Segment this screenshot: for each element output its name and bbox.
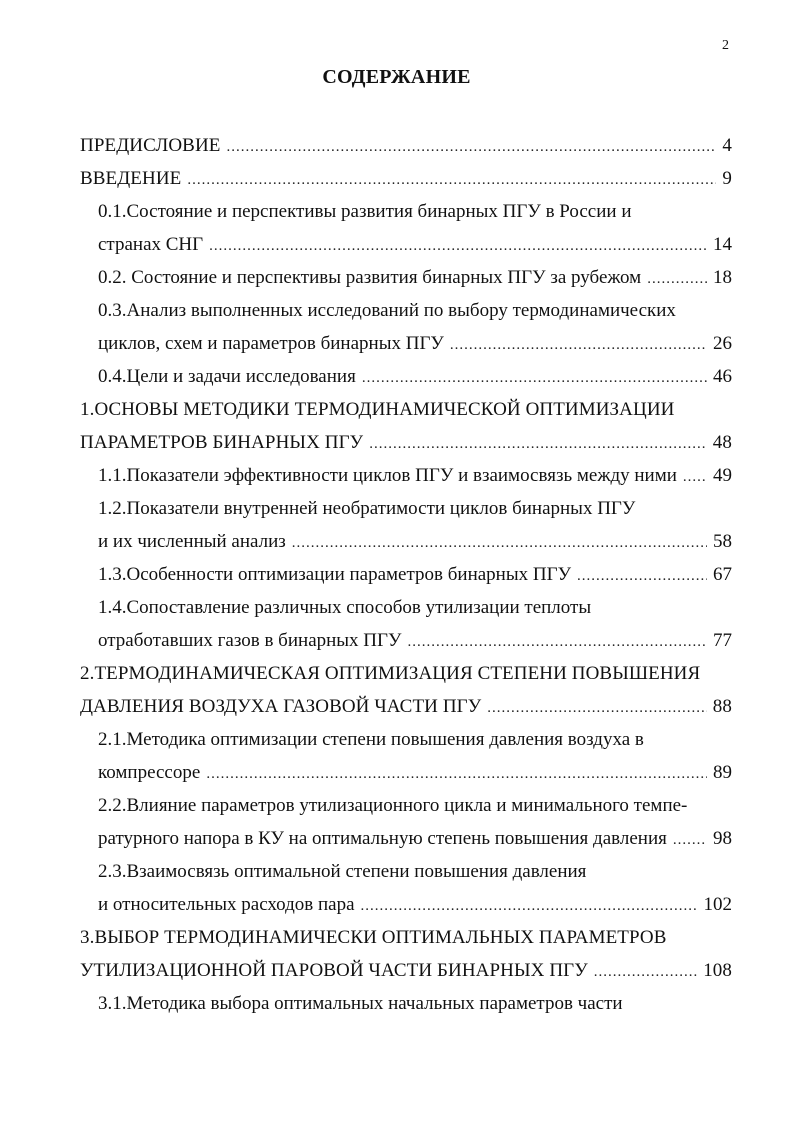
- toc-entry: 0.3.Анализ выполненных исследований по выбору термодинамических: [98, 300, 676, 321]
- toc-entry: ПРЕДИСЛОВИЕ ..... 4: [80, 134, 732, 158]
- leader-dots: [187, 168, 716, 192]
- toc-entry: ратурного напора в КУ на оптимальную степень повышения давления ..... 98: [98, 827, 732, 851]
- toc-entry: 1.4.Сопоставление различных способов утилизации теплоты: [98, 597, 592, 618]
- toc-entry: 1.3.Особенности оптимизации параметров бинарных ПГУ ..... 67: [98, 563, 732, 587]
- leader-dots: [292, 531, 707, 555]
- toc-entry: компрессоре ..... 89: [98, 761, 732, 785]
- page-title: СОДЕРЖАНИЕ: [322, 66, 471, 88]
- toc-entry: и их численный анализ ..... 58: [98, 530, 732, 554]
- toc-entry: 2.ТЕРМОДИНАМИЧЕСКАЯ ОПТИМИЗАЦИЯ СТЕПЕНИ ПОВЫШЕНИЯ: [80, 663, 701, 684]
- toc-entry: ДАВЛЕНИЯ ВОЗДУХА ГАЗОВОЙ ЧАСТИ ПГУ ..... 88: [80, 695, 732, 719]
- toc-entry: 2.2.Влияние параметров утилизационного цикла и минимального темпе-: [98, 795, 688, 816]
- toc-entry: 2.3.Взаимосвязь оптимальной степени повышения давления: [98, 861, 587, 882]
- toc-entry: и относительных расходов пара ..... 102: [98, 893, 732, 917]
- leader-dots: [487, 696, 707, 720]
- toc-entry: 0.1.Состояние и перспективы развития бинарных ПГУ в России и: [98, 201, 632, 222]
- leader-dots: [647, 267, 707, 291]
- toc-entry: странах СНГ ..... 14: [98, 233, 732, 257]
- toc-entry: 3.1.Методика выбора оптимальных начальных параметров части: [98, 993, 623, 1014]
- toc-entry: ВВЕДЕНИЕ ..... 9: [80, 167, 732, 191]
- toc-entry: 3.ВЫБОР ТЕРМОДИНАМИЧЕСКИ ОПТИМАЛЬНЫХ ПАРАМЕТРОВ: [80, 927, 667, 948]
- toc-entry: ПАРАМЕТРОВ БИНАРНЫХ ПГУ ..... 48: [80, 431, 732, 455]
- toc-entry: 0.2. Состояние и перспективы развития бинарных ПГУ за рубежом ..... 18: [98, 266, 732, 290]
- leader-dots: [226, 135, 716, 159]
- leader-dots: [577, 564, 707, 588]
- toc-entry: 1.1.Показатели эффективности циклов ПГУ и взаимосвязь между ними ..... 49: [98, 464, 732, 488]
- toc-entry: 2.1.Методика оптимизации степени повышения давления воздуха в: [98, 729, 644, 750]
- page-number: 2: [722, 38, 729, 53]
- toc-entry: 1.ОСНОВЫ МЕТОДИКИ ТЕРМОДИНАМИЧЕСКОЙ ОПТИМИЗАЦИИ: [80, 399, 675, 420]
- toc-entry: отработавших газов в бинарных ПГУ ..... 77: [98, 629, 732, 653]
- leader-dots: [407, 630, 707, 654]
- toc-entry: 0.4.Цели и задачи исследования ..... 46: [98, 365, 732, 389]
- toc-entry: 1.2.Показатели внутренней необратимости циклов бинарных ПГУ: [98, 498, 636, 519]
- leader-dots: [361, 894, 698, 918]
- leader-dots: [209, 234, 707, 258]
- leader-dots: [369, 432, 707, 456]
- leader-dots: [594, 960, 697, 984]
- toc-entry: УТИЛИЗАЦИОННОЙ ПАРОВОЙ ЧАСТИ БИНАРНЫХ ПГУ ..... 108: [80, 959, 732, 983]
- leader-dots: [673, 828, 707, 852]
- leader-dots: [450, 333, 707, 357]
- leader-dots: [206, 762, 707, 786]
- toc-entry: циклов, схем и параметров бинарных ПГУ ..... 26: [98, 332, 732, 356]
- leader-dots: [683, 465, 707, 489]
- leader-dots: [362, 366, 707, 390]
